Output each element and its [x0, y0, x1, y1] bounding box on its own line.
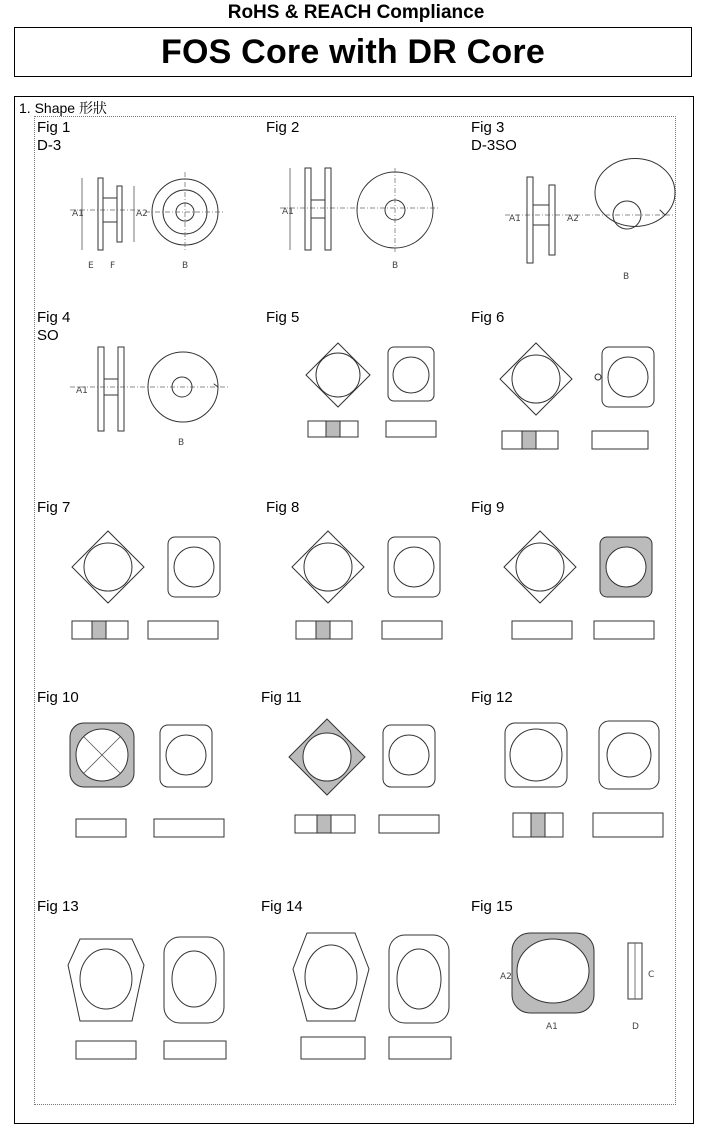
- fig-5-drawing: [298, 335, 448, 445]
- fig-4-sub: SO: [37, 327, 59, 344]
- dim-b: B: [182, 261, 189, 271]
- fig-3-sub: D-3SO: [471, 137, 517, 154]
- fig-3-drawing: [505, 155, 675, 285]
- fig-1-drawing: [70, 150, 230, 275]
- fig-12-drawing: [495, 715, 675, 845]
- fig-14-drawing: [285, 925, 460, 1065]
- fig-2-drawing: [280, 148, 440, 276]
- fig-6-label: Fig 6: [471, 309, 505, 326]
- fig-12-label: Fig 12: [471, 689, 513, 706]
- dim-d-15: D: [632, 1022, 639, 1032]
- fig-7-label: Fig 7: [37, 499, 71, 516]
- fig-4-drawing: [70, 335, 230, 450]
- dim-b-2: B: [392, 261, 399, 271]
- fig-13-drawing: [60, 925, 235, 1065]
- fig-10-drawing: [60, 715, 230, 845]
- dim-a1-4: A1: [76, 386, 88, 396]
- dim-b-3: B: [623, 272, 630, 282]
- dim-a1-3: A1: [509, 214, 521, 224]
- page-title: FOS Core with DR Core: [161, 32, 545, 71]
- fig-9-label: Fig 9: [471, 499, 505, 516]
- section-label: 1. Shape 形狀: [19, 100, 107, 116]
- fig-1-sub: D-3: [37, 137, 62, 154]
- dim-b-4: B: [178, 438, 185, 448]
- fig-9-drawing: [500, 525, 665, 645]
- title-box: [14, 27, 692, 77]
- fig-15-label: Fig 15: [471, 898, 513, 915]
- fig-8-drawing: [288, 525, 458, 645]
- dim-a2-3: A2: [567, 214, 579, 224]
- dim-a2-15: A2: [500, 972, 512, 982]
- fig-13-label: Fig 13: [37, 898, 79, 915]
- dim-a1-15: A1: [546, 1022, 558, 1032]
- fig-10-label: Fig 10: [37, 689, 79, 706]
- fig-8-label: Fig 8: [266, 499, 300, 516]
- fig-3-label: Fig 3: [471, 119, 505, 136]
- fig-2-label: Fig 2: [266, 119, 300, 136]
- fig-5-label: Fig 5: [266, 309, 300, 326]
- dim-a1-2: A1: [282, 207, 294, 217]
- compliance-heading: RoHS & REACH Compliance: [227, 2, 485, 23]
- fig-6-drawing: [492, 335, 682, 455]
- dim-c-15: C: [648, 970, 655, 980]
- fig-7-drawing: [68, 525, 233, 645]
- dim-f: F: [110, 261, 116, 271]
- fig-11-label: Fig 11: [261, 689, 302, 706]
- fig-14-label: Fig 14: [261, 898, 303, 915]
- fig-11-drawing: [285, 715, 455, 845]
- dim-a2: A2: [136, 209, 148, 219]
- fig-4-label: Fig 4: [37, 309, 71, 326]
- fig-15-drawing: [500, 925, 670, 1040]
- fig-1-label: Fig 1: [37, 119, 71, 136]
- dim-e: E: [88, 261, 94, 271]
- dim-a1: A1: [72, 209, 84, 219]
